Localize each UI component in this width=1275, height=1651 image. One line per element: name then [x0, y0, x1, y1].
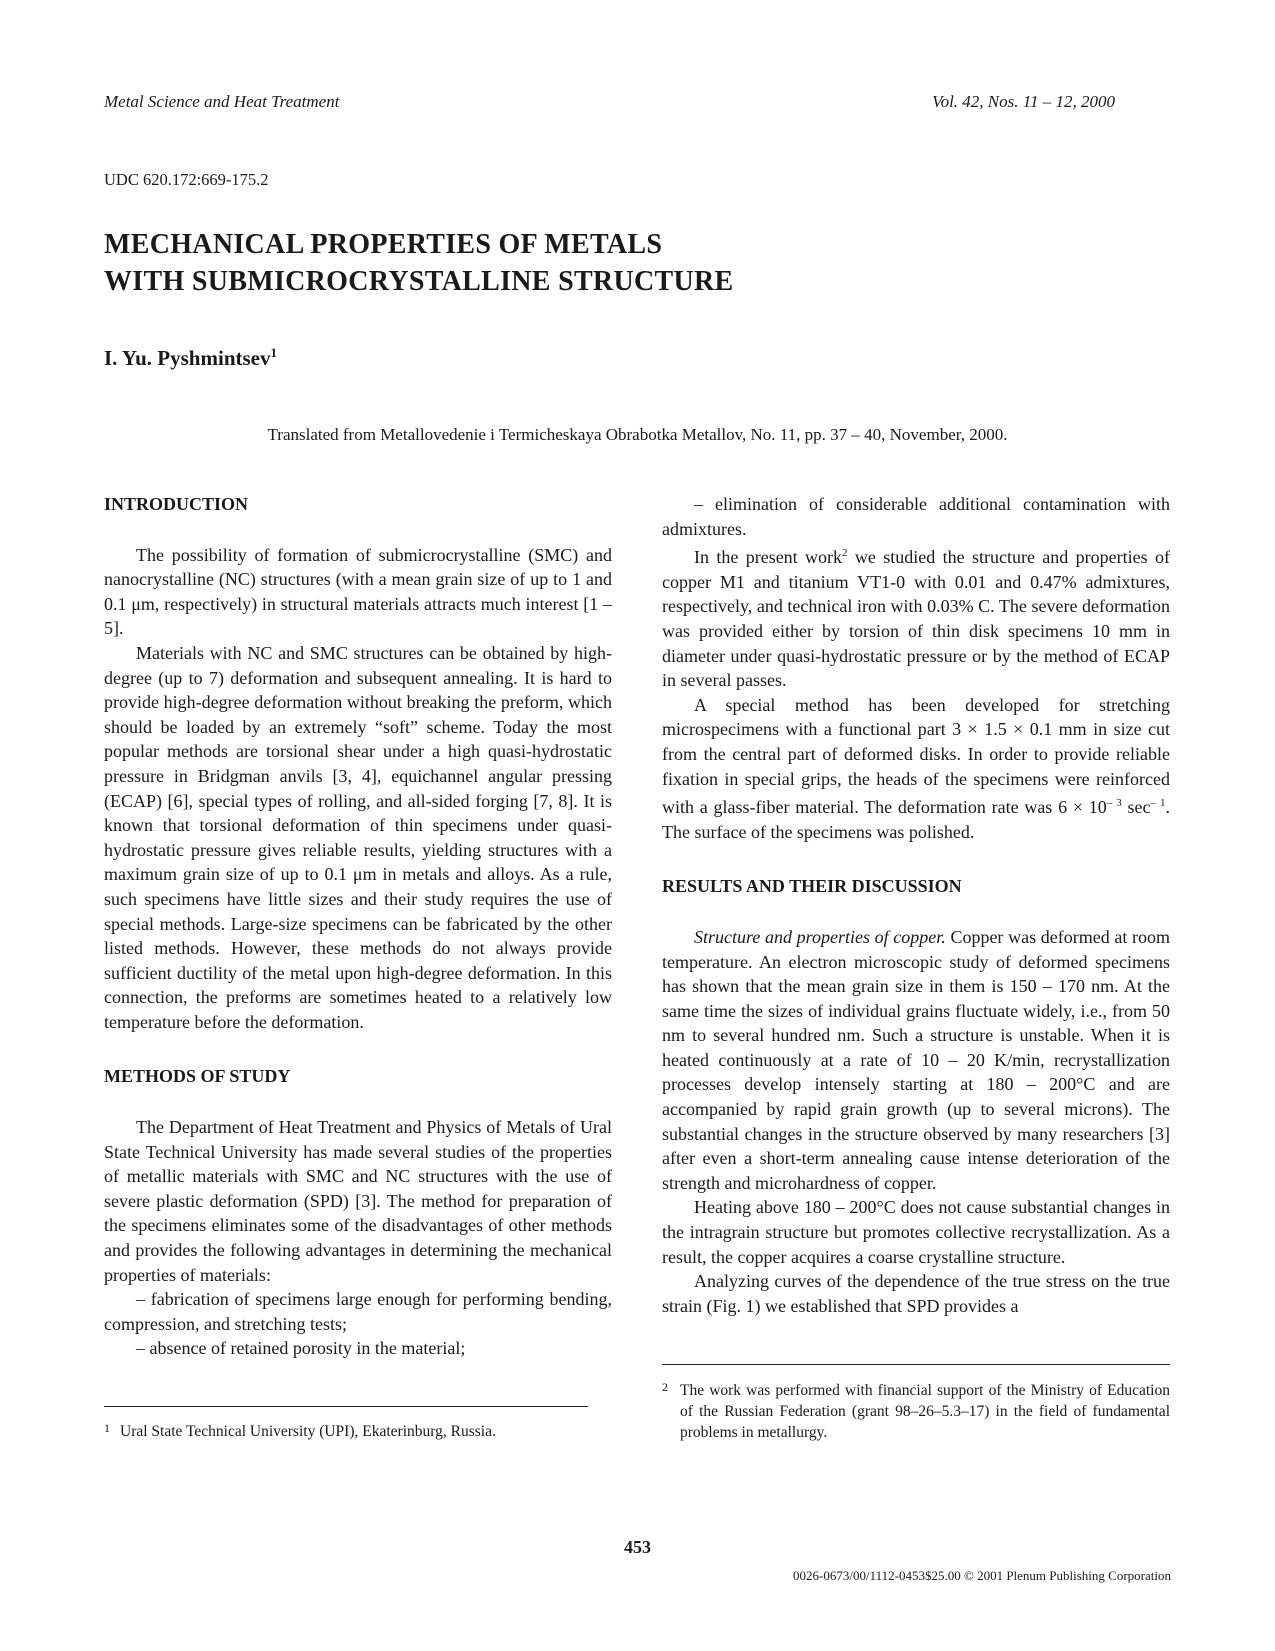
- title-line-1: MECHANICAL PROPERTIES OF METALS: [104, 229, 663, 260]
- paper-title: [104, 226, 733, 300]
- right-column: [662, 492, 1170, 1318]
- methods-bullet-1: – fabrication of specimens large enough for performing bending, compression, and stretching tests;: [104, 1289, 612, 1334]
- section-heading-results: RESULTS AND THEIR DISCUSSION: [662, 876, 962, 897]
- results-paragraph-2: Heating above 180 – 200°C does not cause substantial changes in the intragrain structure but promotes collective recrystallization. As a result, the copper acquires a coarse crystalline structure.: [662, 1197, 1170, 1267]
- left-column: [104, 492, 612, 1361]
- footnote-2-text: The work was performed with financial support of the Ministry of Education of the Russian Federation (grant 98–26–5.3–17) in the field of fundamental problems in metallurgy.: [680, 1382, 1170, 1441]
- intro-paragraph-1: The possibility of formation of submicrocrystalline (SMC) and nanocrystalline (NC) structures (with a mean grain size of up to 1 and 0.1 μm, respectively) in structural materials attracts much interest [1 – 5].: [104, 544, 612, 639]
- methods-bullet-2: – absence of retained porosity in the material;: [136, 1338, 466, 1359]
- footnote-rule-right: [662, 1364, 1170, 1365]
- journal-name: Metal Science and Heat Treatment: [104, 92, 340, 111]
- footnote-2-mark: 2: [662, 1380, 668, 1394]
- footnote-2-ref: 2: [842, 547, 848, 560]
- methods-paragraph-1: The Department of Heat Treatment and Physics of Metals of Ural State Technical University has made several studies of the properties of metallic materials with SMC and NC structures with the use of severe plastic deformation (SPD) [3]. The method for preparation of the specimens eliminates some of the disadvantages of other methods and provides the following advantages in determining the mechanical properties of materials:: [104, 1117, 612, 1285]
- author-footnote-mark: 1: [270, 345, 277, 360]
- footnote-1-text: Ural State Technical University (UPI), Ekaterinburg, Russia.: [120, 1423, 496, 1440]
- footnote-1: [104, 1421, 588, 1442]
- copyright-line: 0026-0673/00/1112-0453$25.00 © 2001 Plenum Publishing Corporation: [793, 1568, 1171, 1583]
- subsection-title-copper: Structure and properties of copper.: [694, 926, 946, 947]
- translation-note: Translated from Metallovedenie i Termicheskaya Obrabotka Metallov, No. 11, pp. 37 – 40, November, 2000.: [267, 425, 1008, 444]
- results-paragraph-1: Structure and properties of copper. Copper was deformed at room temperature. An electron microscopic study of deformed specimens has shown that the mean grain size in them is 150 – 170 nm. At the same time the sizes of individual grains fluctuate widely, i.e., from 50 nm to several hundred nm. Such a structure is unstable. When it is heated continuously at a rate of 10 – 20 K/min, recrystallization processes develop intensely starting at 180 – 200°C and are accompanied by rapid grain growth (up to several microns). The substantial changes in the structure observed by many researchers [3] after even a short-term annealing cause intense deterioration of the strength and microhardness of copper.: [662, 926, 1171, 1193]
- results-paragraph-3: Analyzing curves of the dependence of the true stress on the true strain (Fig. 1) we established that SPD provides a: [662, 1271, 1170, 1316]
- methods-paragraph-3: A special method has been developed for stretching microspecimens with a functional part 3 × 1.5 × 0.1 mm in size cut from the central part of deformed disks. In order to provide reliable fixation in special grips, the heads of the specimens were reinforced with a glass-fiber material. The deformation rate was $6 \times 10^{- 3}$ $\sec^{- 1}$. The surface of the specimens was polished.: [662, 694, 1171, 842]
- footnote-1-mark: 1: [104, 1421, 110, 1435]
- intro-paragraph-2: Materials with NC and SMC structures can be obtained by high-degree (up to 7) deformation and subsequent annealing. It is hard to provide high-degree deformation without breaking the preform, which should be loaded by an extremely “soft” scheme. Today the most popular methods are torsional shear under a high quasi-hydrostatic pressure in Bridgman anvils [3, 4], equichannel angular pressing (ECAP) [6], special types of rolling, and all-sided forging [7, 8]. It is known that torsional deformation of thin specimens under quasi-hydrostatic pressure gives reliable results, yielding structures with a maximum grain size of up to 0.1 μm in metals and alloys. As a rule, such specimens have little sizes and their study requires the use of special methods. Large-size specimens can be fabricated by the other listed methods. However, these methods do not always provide sufficient ductility of the metal upon high-degree deformation. In this connection, the preforms are sometimes heated to a relatively low temperature before the deformation.: [104, 642, 612, 1032]
- page-number: 453: [624, 1537, 651, 1557]
- methods-bullet-3: – elimination of considerable additional contamination with admixtures.: [662, 494, 1170, 539]
- section-heading-introduction: INTRODUCTION: [104, 494, 249, 514]
- udc-code: UDC 620.172:669-175.2: [104, 170, 269, 189]
- footnote-rule-left: [104, 1406, 588, 1407]
- methods-paragraph-2: In the present work$^2$ we studied the structure and properties of copper M1 and titanium VT1-0 with 0.01 and 0.47% admixtures, respectively, and technical iron with 0.03% C. The severe deformation was provided either by torsion of thin disk specimens 10 mm in diameter under quasi-hydrostatic pressure or by the method of ECAP in several passes.: [662, 547, 1170, 691]
- title-line-2: WITH SUBMICROCRYSTALLINE STRUCTURE: [104, 266, 734, 297]
- author: [104, 345, 277, 371]
- footnote-2: [662, 1380, 1170, 1443]
- section-heading-methods: METHODS OF STUDY: [104, 1066, 291, 1087]
- volume-info: Vol. 42, Nos. 11 – 12, 2000: [932, 92, 1115, 111]
- author-name: I. Yu. Pyshmintsev: [104, 346, 271, 370]
